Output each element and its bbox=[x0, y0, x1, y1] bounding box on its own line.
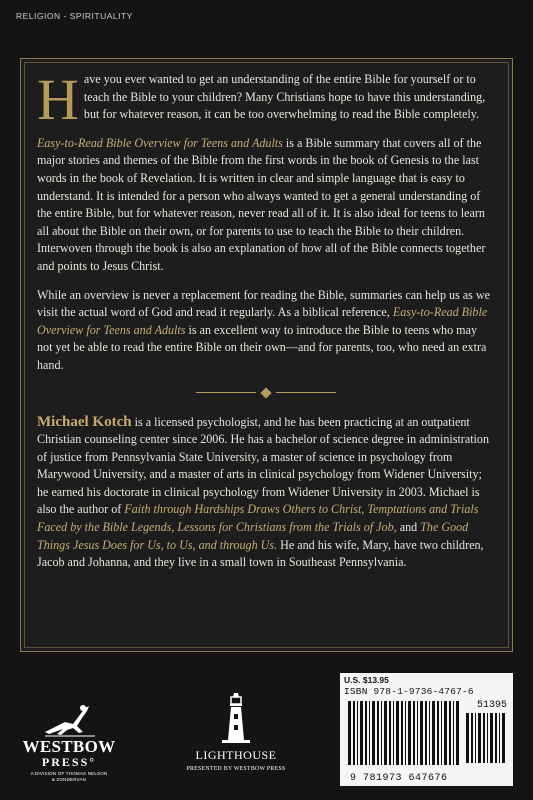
barcode-bar bbox=[495, 713, 497, 763]
reference-text-before: While an overview is never a replacement for reading the Bible, summaries can help us as we visit the actual word of God and read it regularly. As a biblical reference, bbox=[37, 287, 491, 320]
barcode-digits: 9 781973 647676 bbox=[350, 773, 448, 784]
book-title-reference: Easy-to-Read Bible Overview for Teens and Adults bbox=[37, 305, 488, 337]
barcode-bar bbox=[401, 701, 403, 765]
westbow-division bbox=[18, 771, 120, 783]
division-line-1: A DIVISION OF THOMAS NELSON bbox=[30, 771, 108, 776]
swordsman-icon bbox=[39, 702, 99, 738]
barcode-bar bbox=[372, 701, 375, 765]
ornament-line-right bbox=[276, 392, 336, 393]
barcode-bar bbox=[490, 713, 493, 763]
barcode-bar bbox=[369, 701, 370, 765]
barcode-bar bbox=[478, 713, 481, 763]
ean5-digits: 51395 bbox=[476, 700, 507, 711]
barcode-box bbox=[340, 673, 513, 786]
description-panel bbox=[20, 58, 513, 652]
barcode-bar bbox=[405, 701, 406, 765]
lighthouse-logo bbox=[180, 690, 292, 790]
ornament-line-left bbox=[196, 392, 256, 393]
barcode-bar bbox=[432, 701, 435, 765]
barcode-bar bbox=[449, 701, 451, 765]
summary-paragraph bbox=[37, 135, 494, 276]
barcode-bar bbox=[425, 701, 427, 765]
barcode-bar bbox=[466, 713, 469, 763]
barcode-bar bbox=[502, 713, 505, 763]
author-name: Michael Kotch bbox=[37, 413, 132, 430]
other-books-list: Faith through Hardships Draws Others to Christ, Temptations and Trials Faced by the Bible Legends, Lessons for Christians from the Trials of Job, bbox=[37, 502, 479, 535]
barcode-bar bbox=[413, 701, 415, 765]
barcode-bar bbox=[453, 701, 454, 765]
barcode-bar bbox=[393, 701, 394, 765]
ornament-diamond bbox=[260, 387, 271, 398]
drop-cap: H bbox=[37, 67, 79, 132]
division-line-2: & ZONDERVAN bbox=[51, 777, 87, 782]
ornament-divider bbox=[37, 386, 494, 400]
barcode-bar bbox=[456, 701, 459, 765]
book-title: Easy-to-Read Bible Overview for Teens and Adults bbox=[37, 135, 283, 150]
barcode-bar bbox=[420, 701, 423, 765]
isbn-label: ISBN 978-1-9736-4767-6 bbox=[344, 686, 474, 697]
barcode-bars bbox=[348, 701, 460, 765]
barcode-bar bbox=[483, 713, 485, 763]
barcode-bar bbox=[444, 701, 447, 765]
barcode-bar bbox=[441, 701, 442, 765]
barcode-bar bbox=[475, 713, 476, 763]
description-content bbox=[37, 67, 494, 583]
barcode-bar bbox=[353, 701, 355, 765]
bio-text-2: and bbox=[396, 520, 421, 535]
bio-text-1: is a licensed psychologist, and he has been practicing at an outpatient Christian counseling center since 2006. He has a bachelor of science degree in administration of justice from Pennsylvania State University, a master of science in psychology from Marywood University, and a master of arts in clinical psychology from Widener University; he earned his doctorate in clinical psychology from Widener University in 2003. Michael is also the author of bbox=[37, 414, 490, 517]
barcode-bar bbox=[487, 713, 488, 763]
barcode-bar bbox=[471, 713, 473, 763]
barcode-bar bbox=[348, 701, 351, 765]
barcode-bar bbox=[377, 701, 379, 765]
barcode-bar bbox=[429, 701, 430, 765]
lighthouse-name: LIGHTHOUSE bbox=[195, 748, 277, 762]
barcode-bar bbox=[408, 701, 411, 765]
barcode-bar bbox=[499, 713, 500, 763]
category-label: RELIGION - SPIRITUALITY bbox=[16, 11, 133, 21]
barcode-bar bbox=[360, 701, 363, 765]
ean5-bars bbox=[466, 713, 506, 763]
intro-text: ave you ever wanted to get an understanding of the entire Bible for yourself or to teach the Bible to your children? Many Christians hope to have this understanding, but for whatever reason, it can be too overwhelming to read the Bible completely. bbox=[83, 72, 486, 122]
lighthouse-icon bbox=[216, 690, 256, 746]
westbow-logo bbox=[18, 700, 120, 790]
reference-paragraph bbox=[37, 287, 494, 375]
summary-text: is a Bible summary that covers all of the major stories and themes of the Bible from the first words in the book of Genesis to the last words in the book of Revelation. It is written in clear and simple language that is easy to understand. It is intended for a person who always wanted to get a general understanding of the entire Bible, but for whatever reason, never read all of it. It is also ideal for teens to learn all about the Bible on their own, or for parents to use to teach the Bible to their children. Interwoven through the book is also an explanation of how all of the Bible connects together and points to Jesus Christ. bbox=[37, 135, 486, 273]
barcode-bar bbox=[381, 701, 382, 765]
barcode-bar bbox=[417, 701, 418, 765]
reference-text-after: is an excellent way to introduce the Bible to teens who may not yet be able to read the entire Bible on their own—and for parents, too, who need an extra hand. bbox=[37, 322, 487, 372]
price-label: U.S. $13.95 bbox=[344, 675, 389, 685]
lighthouse-subtitle: PRESENTED BY WESTBOW PRESS bbox=[186, 766, 286, 772]
westbow-brand: WESTBOW bbox=[22, 737, 116, 756]
barcode-bar bbox=[389, 701, 391, 765]
barcode-bar bbox=[437, 701, 439, 765]
westbow-press: PRESS° bbox=[41, 755, 97, 769]
barcode-bar bbox=[357, 701, 358, 765]
author-bio bbox=[37, 414, 494, 572]
barcode-bar bbox=[365, 701, 367, 765]
barcode-bar bbox=[384, 701, 387, 765]
barcode-bar bbox=[396, 701, 399, 765]
other-book-title: The Good Things Jesus Does for Us, to Us, and through Us. bbox=[37, 520, 469, 552]
bio-text-3: He and his wife, Mary, have two children, Jacob and Johanna, and they live in a small town in Southeast Pennsylvania. bbox=[37, 537, 484, 570]
intro-paragraph bbox=[37, 67, 494, 132]
